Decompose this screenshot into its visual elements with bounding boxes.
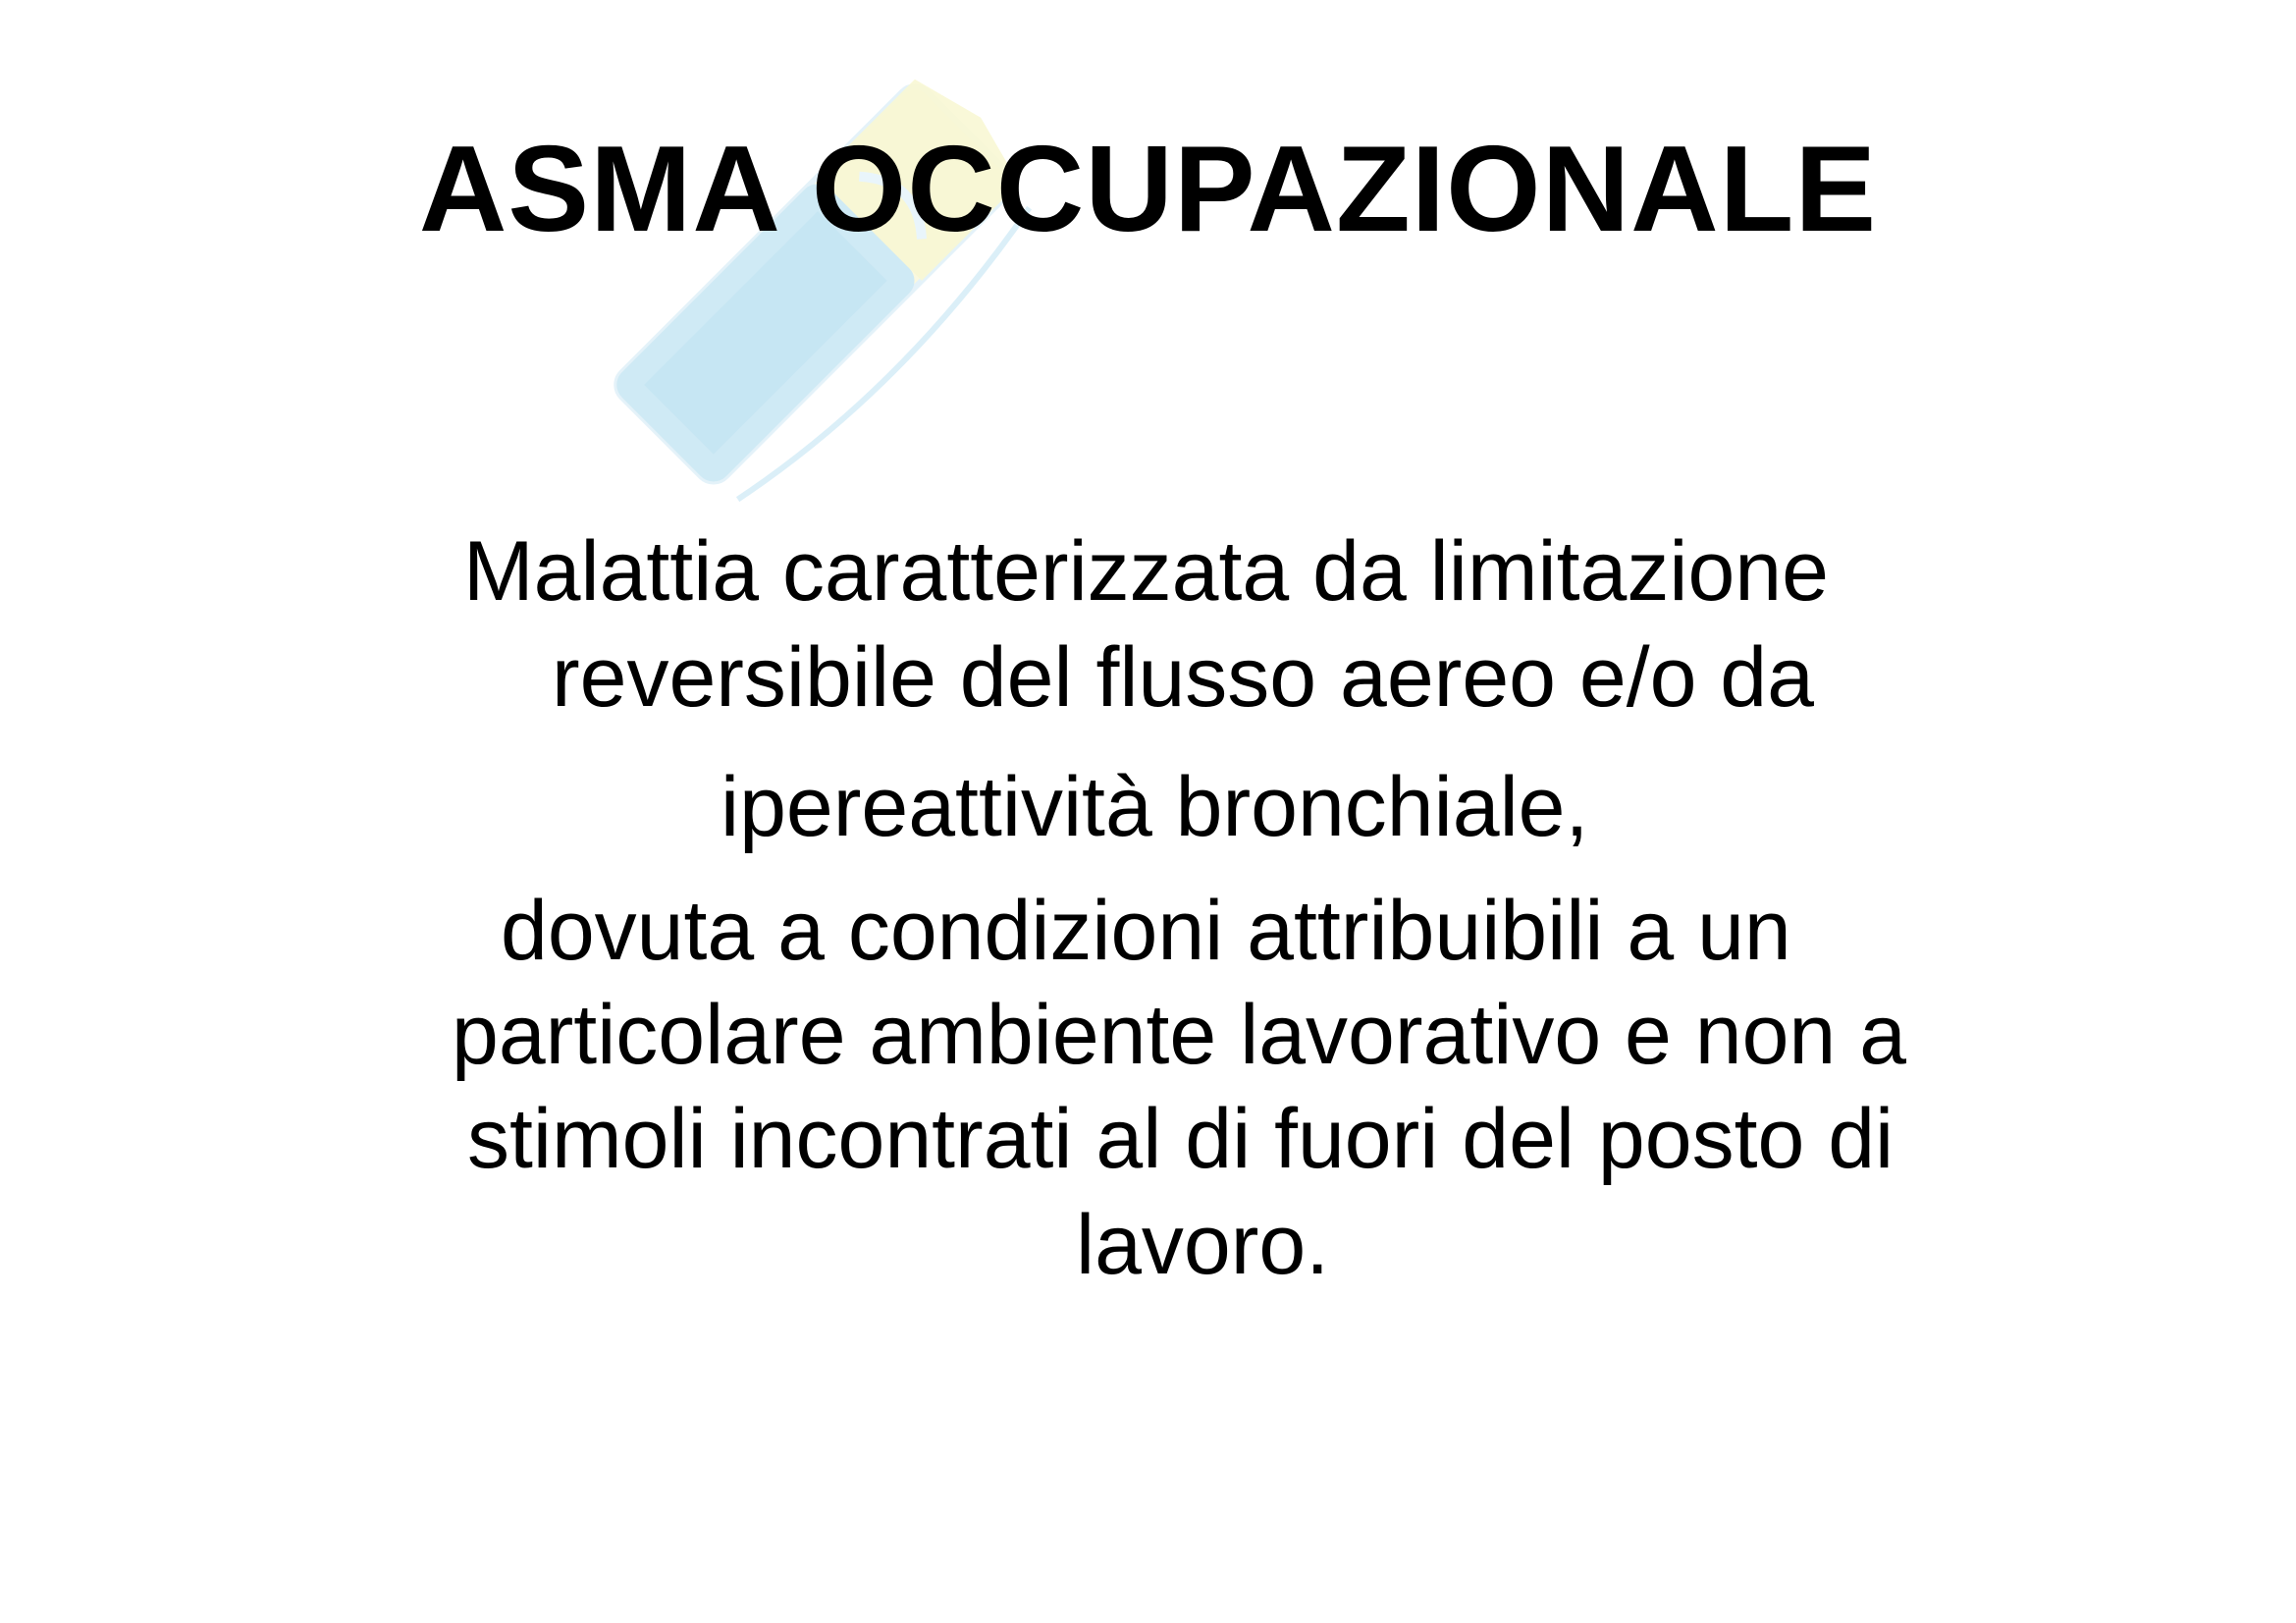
body-line-7: lavoro. — [1076, 1198, 1330, 1292]
body-line-6: stimoli incontrati al di fuori del posto di — [467, 1092, 1895, 1186]
body-line-2: reversibile del flusso aereo e/o da — [552, 630, 1814, 725]
body-line-1: Malattia caratterizzata da limitazione — [463, 524, 1829, 619]
body-line-4: dovuta a condizioni attribuibili a un — [501, 884, 1791, 978]
slide-title: ASMA OCCUPAZIONALE — [418, 122, 1878, 257]
body-line-5: particolare ambiente lavorativo e non a — [452, 988, 1906, 1082]
body-line-3: ipereattività bronchiale, — [721, 760, 1589, 854]
